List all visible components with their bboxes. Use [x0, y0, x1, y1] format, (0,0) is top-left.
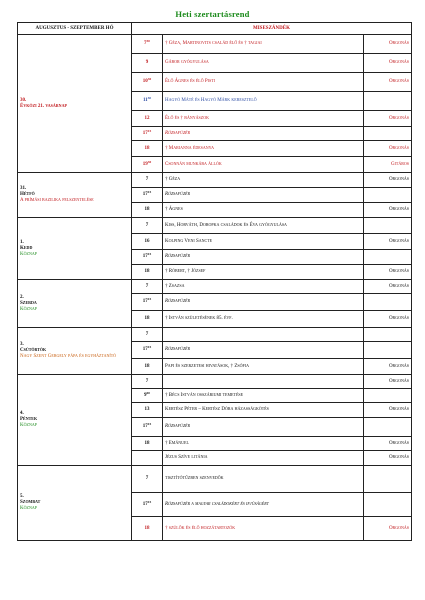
mass-intention: Rózsafüzér a magyar családokért és ifjúságért — [163, 493, 364, 517]
mass-time-hour: 17 — [142, 501, 148, 507]
mass-intention: Élő és † bányászok — [163, 111, 364, 127]
music-type: Orgonás — [364, 375, 412, 389]
mass-time — [132, 127, 163, 141]
mass-time — [132, 403, 163, 418]
mass-time — [132, 280, 163, 294]
music-type — [364, 493, 412, 517]
mass-time-hour: 16 — [144, 238, 150, 244]
music-type — [364, 466, 412, 493]
mass-time — [132, 35, 163, 54]
day-cell — [18, 35, 132, 173]
schedule-row — [18, 466, 412, 493]
mass-time-hour: 18 — [144, 269, 150, 274]
mass-intention: † Géza, Martinovits család élő és † tagjai — [163, 35, 364, 54]
mass-time-minutes: 15 — [147, 345, 152, 349]
mass-time-hour: 18 — [144, 363, 150, 369]
mass-time-hour: 7 — [145, 283, 149, 289]
header-date: AUGUSZTUS - SZEPTEMBER HÓ — [18, 23, 132, 35]
day-feast: Köznap — [20, 251, 37, 257]
mass-time — [132, 359, 163, 375]
music-type: Orgonás — [364, 265, 412, 280]
mass-time — [132, 92, 163, 111]
mass-time-hour: 18 — [144, 316, 150, 321]
music-type: Orgonás — [364, 173, 412, 188]
day-name: Csütörtök — [20, 348, 47, 353]
mass-intention: Rózsafüzér — [163, 342, 364, 359]
mass-time-hour: 7 — [145, 378, 149, 384]
schedule-row — [18, 218, 412, 234]
schedule-row — [18, 328, 412, 342]
mass-time — [132, 451, 163, 466]
music-type: Orgonás — [364, 203, 412, 218]
music-type: Orgonás — [364, 141, 412, 157]
mass-time-minutes: 15 — [147, 252, 152, 256]
mass-time-minutes: 15 — [147, 190, 152, 194]
day-feast: Nagy Szent Gergely pápa és egyháztanító — [20, 354, 117, 359]
mass-time-hour: 18 — [144, 145, 150, 151]
music-type: Orgonás — [364, 451, 412, 466]
mass-time — [132, 157, 163, 173]
day-feast: Köznap — [20, 306, 37, 312]
mass-time-minutes: 30 — [147, 159, 152, 164]
day-name: Hétfő — [20, 192, 35, 197]
mass-time-hour: 7 — [145, 331, 149, 337]
mass-intention: Papi és szerzetesi hivatások, † Zsófia — [163, 359, 364, 375]
day-feast: Köznap — [20, 506, 37, 511]
mass-intention: † Róbert, † József — [163, 265, 364, 280]
mass-intention: Kiss, Horváth, Doropka családok és Éva gyógyulása — [163, 218, 364, 234]
mass-intention: † szülők és élő hozzátartozók — [163, 517, 364, 541]
mass-time-hour: 10 — [142, 79, 148, 84]
mass-time — [132, 437, 163, 451]
mass-time — [132, 466, 163, 493]
mass-time — [132, 389, 163, 403]
music-type — [364, 389, 412, 403]
music-type: Orgonás — [364, 111, 412, 127]
mass-time — [132, 328, 163, 342]
mass-time-minutes: 30 — [147, 96, 152, 100]
mass-time — [132, 517, 163, 541]
music-type: Orgonás — [364, 35, 412, 54]
music-type: Orgonás — [364, 517, 412, 541]
music-type — [364, 250, 412, 265]
mass-time-hour: 19 — [142, 161, 148, 167]
day-name: Szombat — [20, 500, 41, 505]
music-type: Orgonás — [364, 311, 412, 328]
day-cell — [18, 218, 132, 280]
mass-time-minutes: 15 — [147, 297, 152, 301]
day-cell — [18, 280, 132, 328]
mass-time-hour: 17 — [142, 299, 148, 304]
mass-time — [132, 265, 163, 280]
mass-time-hour: 17 — [142, 347, 148, 352]
mass-intention: Rózsafüzér — [163, 250, 364, 265]
schedule-table — [17, 22, 412, 541]
day-cell — [18, 328, 132, 375]
mass-time-hour: 7 — [145, 222, 149, 228]
music-type: Orgonás — [364, 437, 412, 451]
day-cell — [18, 466, 132, 541]
mass-intention: tisztítótűzben szenvedők — [163, 466, 364, 493]
day-number: 1. — [20, 239, 24, 245]
mass-time-hour: 12 — [144, 115, 150, 121]
mass-time-hour: 17 — [142, 192, 148, 197]
day-name: Kedd — [20, 245, 33, 251]
mass-time — [132, 218, 163, 234]
music-type: Orgonás — [364, 73, 412, 92]
mass-time-hour: 11 — [142, 98, 148, 103]
day-feast: Köznap — [20, 423, 37, 428]
mass-intention: Gábor gyógyulása — [163, 54, 364, 73]
day-cell — [18, 173, 132, 218]
music-type: Orgonás — [364, 54, 412, 73]
music-type — [364, 127, 412, 141]
mass-intention: † Emánuel — [163, 437, 364, 451]
mass-intention: † Ágnes — [163, 203, 364, 218]
day-name: Évközi 21. vasárnap — [20, 103, 67, 109]
mass-time — [132, 234, 163, 250]
mass-time — [132, 493, 163, 517]
header-row — [18, 23, 412, 35]
day-number: 31. — [20, 186, 27, 191]
mass-time-hour: 9 — [144, 392, 147, 398]
mass-intention — [163, 328, 364, 342]
mass-intention: † István születésének 85. évf. — [163, 311, 364, 328]
music-type — [364, 188, 412, 203]
mass-time — [132, 418, 163, 437]
mass-intention: † Marianna édesanya — [163, 141, 364, 157]
mass-time-hour: 17 — [142, 424, 148, 429]
mass-time-hour: 13 — [144, 407, 150, 412]
mass-time-minutes: 00 — [146, 390, 150, 395]
mass-time-minutes: 15 — [147, 422, 152, 426]
music-type: Gitáros — [364, 157, 412, 173]
mass-time — [132, 250, 163, 265]
mass-time — [132, 342, 163, 359]
music-type — [364, 294, 412, 311]
mass-time-minutes: 15 — [147, 499, 152, 504]
schedule-row — [18, 375, 412, 389]
mass-intention: † Géza — [163, 173, 364, 188]
mass-time — [132, 73, 163, 92]
mass-intention — [163, 375, 364, 389]
music-type: Orgonás — [364, 403, 412, 418]
schedule-row — [18, 173, 412, 188]
mass-time-hour: 18 — [144, 440, 150, 446]
mass-time-hour: 7 — [144, 41, 147, 46]
mass-time-hour: 7 — [145, 476, 149, 481]
day-number: 30. — [20, 97, 27, 103]
mass-time — [132, 203, 163, 218]
mass-time-hour: 7 — [145, 177, 149, 182]
music-type: Orgonás — [364, 234, 412, 250]
music-type — [364, 342, 412, 359]
mass-time-minutes: 15 — [147, 128, 152, 133]
day-number: 5. — [20, 494, 24, 499]
music-type: Orgonás — [364, 280, 412, 294]
day-cell — [18, 375, 132, 466]
music-type — [364, 418, 412, 437]
mass-time — [132, 375, 163, 389]
mass-time — [132, 54, 163, 73]
mass-intention: Hagyó Máté és Hagyó Márk keresztelő — [163, 92, 364, 111]
mass-time — [132, 294, 163, 311]
mass-time-hour: 18 — [144, 207, 150, 212]
mass-time — [132, 111, 163, 127]
day-name: Péntek — [20, 417, 38, 422]
day-number: 3. — [20, 342, 24, 347]
music-type: Orgonás — [364, 359, 412, 375]
mass-intention: Kertész Péter – Kertész Dóra házasságkötés — [163, 403, 364, 418]
mass-intention: Csonnán munkába állók — [163, 157, 364, 173]
day-number: 4. — [20, 411, 24, 416]
mass-intention: † Bécs István osszáriumi temetése — [163, 389, 364, 403]
mass-time — [132, 173, 163, 188]
mass-time-hour: 9 — [145, 60, 149, 65]
mass-time-minutes: 30 — [146, 39, 150, 43]
music-type — [364, 328, 412, 342]
mass-time-hour: 18 — [144, 525, 150, 531]
mass-time-hour: 17 — [142, 130, 148, 136]
mass-intention: Rózsafüzér — [163, 294, 364, 311]
schedule-row — [18, 280, 412, 294]
mass-intention: Jézus Szíve litánia — [163, 451, 364, 466]
mass-time — [132, 188, 163, 203]
schedule-body — [18, 35, 412, 541]
day-number: 2. — [20, 294, 24, 300]
mass-intention: Rózsafüzér — [163, 418, 364, 437]
day-feast: A prímási bazilika felszentelése — [20, 198, 94, 203]
music-type — [364, 218, 412, 234]
mass-intention: Rózsafüzér — [163, 127, 364, 141]
header-intention: MISESZÁNDÉK — [132, 23, 412, 35]
mass-time — [132, 141, 163, 157]
day-name: Szerda — [20, 300, 37, 306]
mass-time-minutes: 30 — [147, 77, 152, 81]
mass-intention: † Zsazsa — [163, 280, 364, 294]
mass-intention: Kolping Veni Sancte — [163, 234, 364, 250]
mass-intention: Rózsafüzér — [163, 188, 364, 203]
mass-time — [132, 311, 163, 328]
mass-intention: Élő Ágnes és élő Pisti — [163, 73, 364, 92]
music-type — [364, 92, 412, 111]
mass-time-hour: 17 — [142, 254, 148, 259]
schedule-row — [18, 35, 412, 54]
page-title: Heti szertartásrend — [175, 9, 250, 19]
